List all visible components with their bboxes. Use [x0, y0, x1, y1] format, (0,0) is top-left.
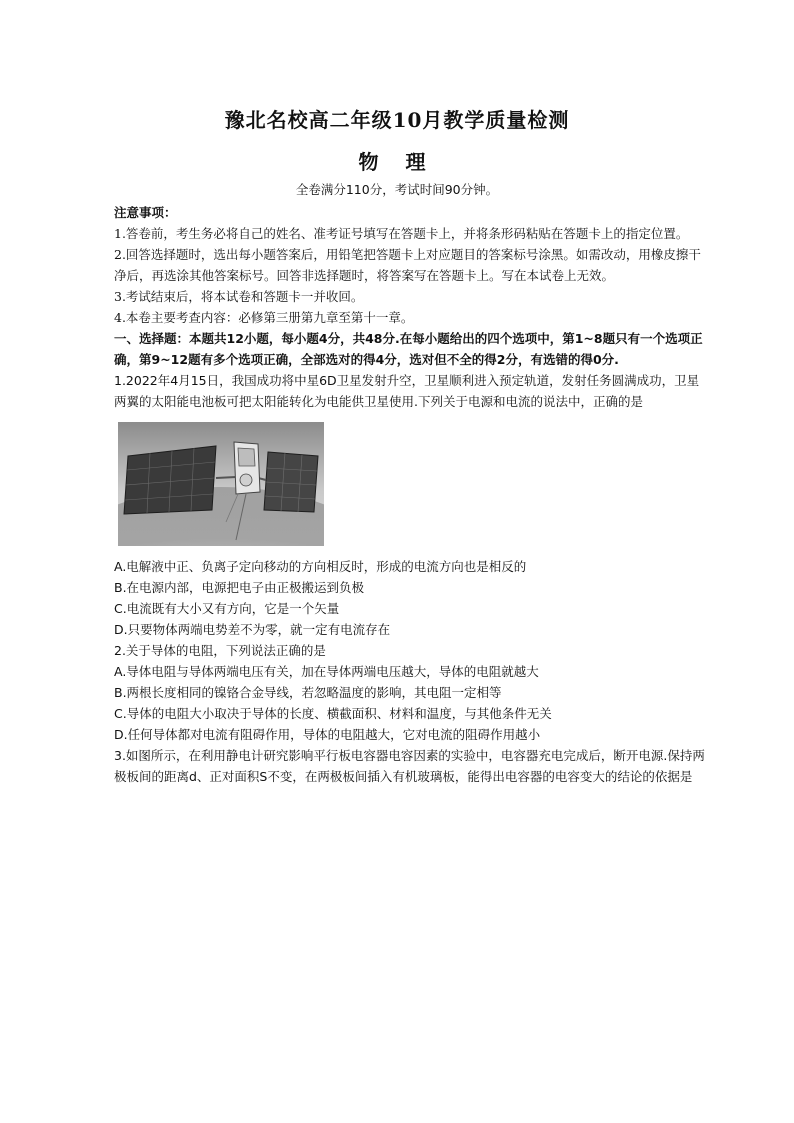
section-heading: 一、选择题：本题共12小题，每小题4分，共48分.在每小题给出的四个选项中，第1~8题只有一个选项正确，第9~12题有多个选项正确，全部选对的得4分，选对但不全的得2分，有选错的得0分.: [114, 331, 703, 367]
question-2-option-a: A.导体电阻与导体两端电压有关，加在导体两端电压越大，导体的电阻就越大: [114, 664, 539, 679]
question-1-stem: 1.2022年4月15日，我国成功将中星6D卫星发射升空，卫星顺利进入预定轨道，发射任务圆满成功，卫星两翼的太阳能电池板可把太阳能转化为电能供卫星使用.下列关于电源和电流的说法中，正确的是: [114, 373, 700, 409]
notice-title: 注意事项：: [114, 205, 177, 220]
question-2-option-b: B.两根长度相同的镍铬合金导线，若忽略温度的影响，其电阻一定相等: [114, 685, 502, 700]
question-3-stem: 3.如图所示，在利用静电计研究影响平行板电容器电容因素的实验中，电容器充电完成后，断开电源.保持两极板间的距离d、正对面积S不变，在两极板间插入有机玻璃板，能得出电容器的电容变大的结论的依据是: [114, 748, 705, 784]
exam-info: 全卷满分110分，考试时间90分钟。: [295, 182, 499, 197]
notice-item-2: 2.回答选择题时，选出每小题答案后，用铅笔把答题卡上对应题目的答案标号涂黑。如需改动，用橡皮擦干净后，再选涂其他答案标号。回答非选择题时，将答案写在答题卡上。写在本试卷上无效。: [114, 247, 701, 283]
question-2-option-d: D.任何导体都对电流有阻碍作用，导体的电阻越大，它对电流的阻碍作用越小: [114, 727, 541, 742]
question-1-option-c: C.电流既有大小又有方向，它是一个矢量: [114, 601, 340, 616]
exam-content: [114, 202, 706, 787]
exam-title: 豫北名校高二年级10月教学质量检测: [224, 108, 570, 132]
question-2-option-c: C.导体的电阻大小取决于导体的长度、横截面积、材料和温度，与其他条件无关: [114, 706, 552, 721]
question-1-option-d: D.只要物体两端电势差不为零，就一定有电流存在: [114, 622, 391, 637]
question-2-stem: 2.关于导体的电阻，下列说法正确的是: [114, 643, 326, 658]
satellite-image: [118, 422, 324, 546]
notice-item-3: 3.考试结束后，将本试卷和答题卡一并收回。: [114, 289, 364, 304]
subject-title: 物 理: [358, 150, 436, 174]
question-1-option-b: B.在电源内部，电源把电子由正极搬运到负极: [114, 580, 365, 595]
notice-item-1: 1.答卷前，考生务必将自己的姓名、准考证号填写在答题卡上，并将条形码粘贴在答题卡上的指定位置。: [114, 226, 689, 241]
notice-item-4: 4.本卷主要考查内容：必修第三册第九章至第十一章。: [114, 310, 414, 325]
question-1-option-a: A.电解液中正、负离子定向移动的方向相反时，形成的电流方向也是相反的: [114, 559, 527, 574]
